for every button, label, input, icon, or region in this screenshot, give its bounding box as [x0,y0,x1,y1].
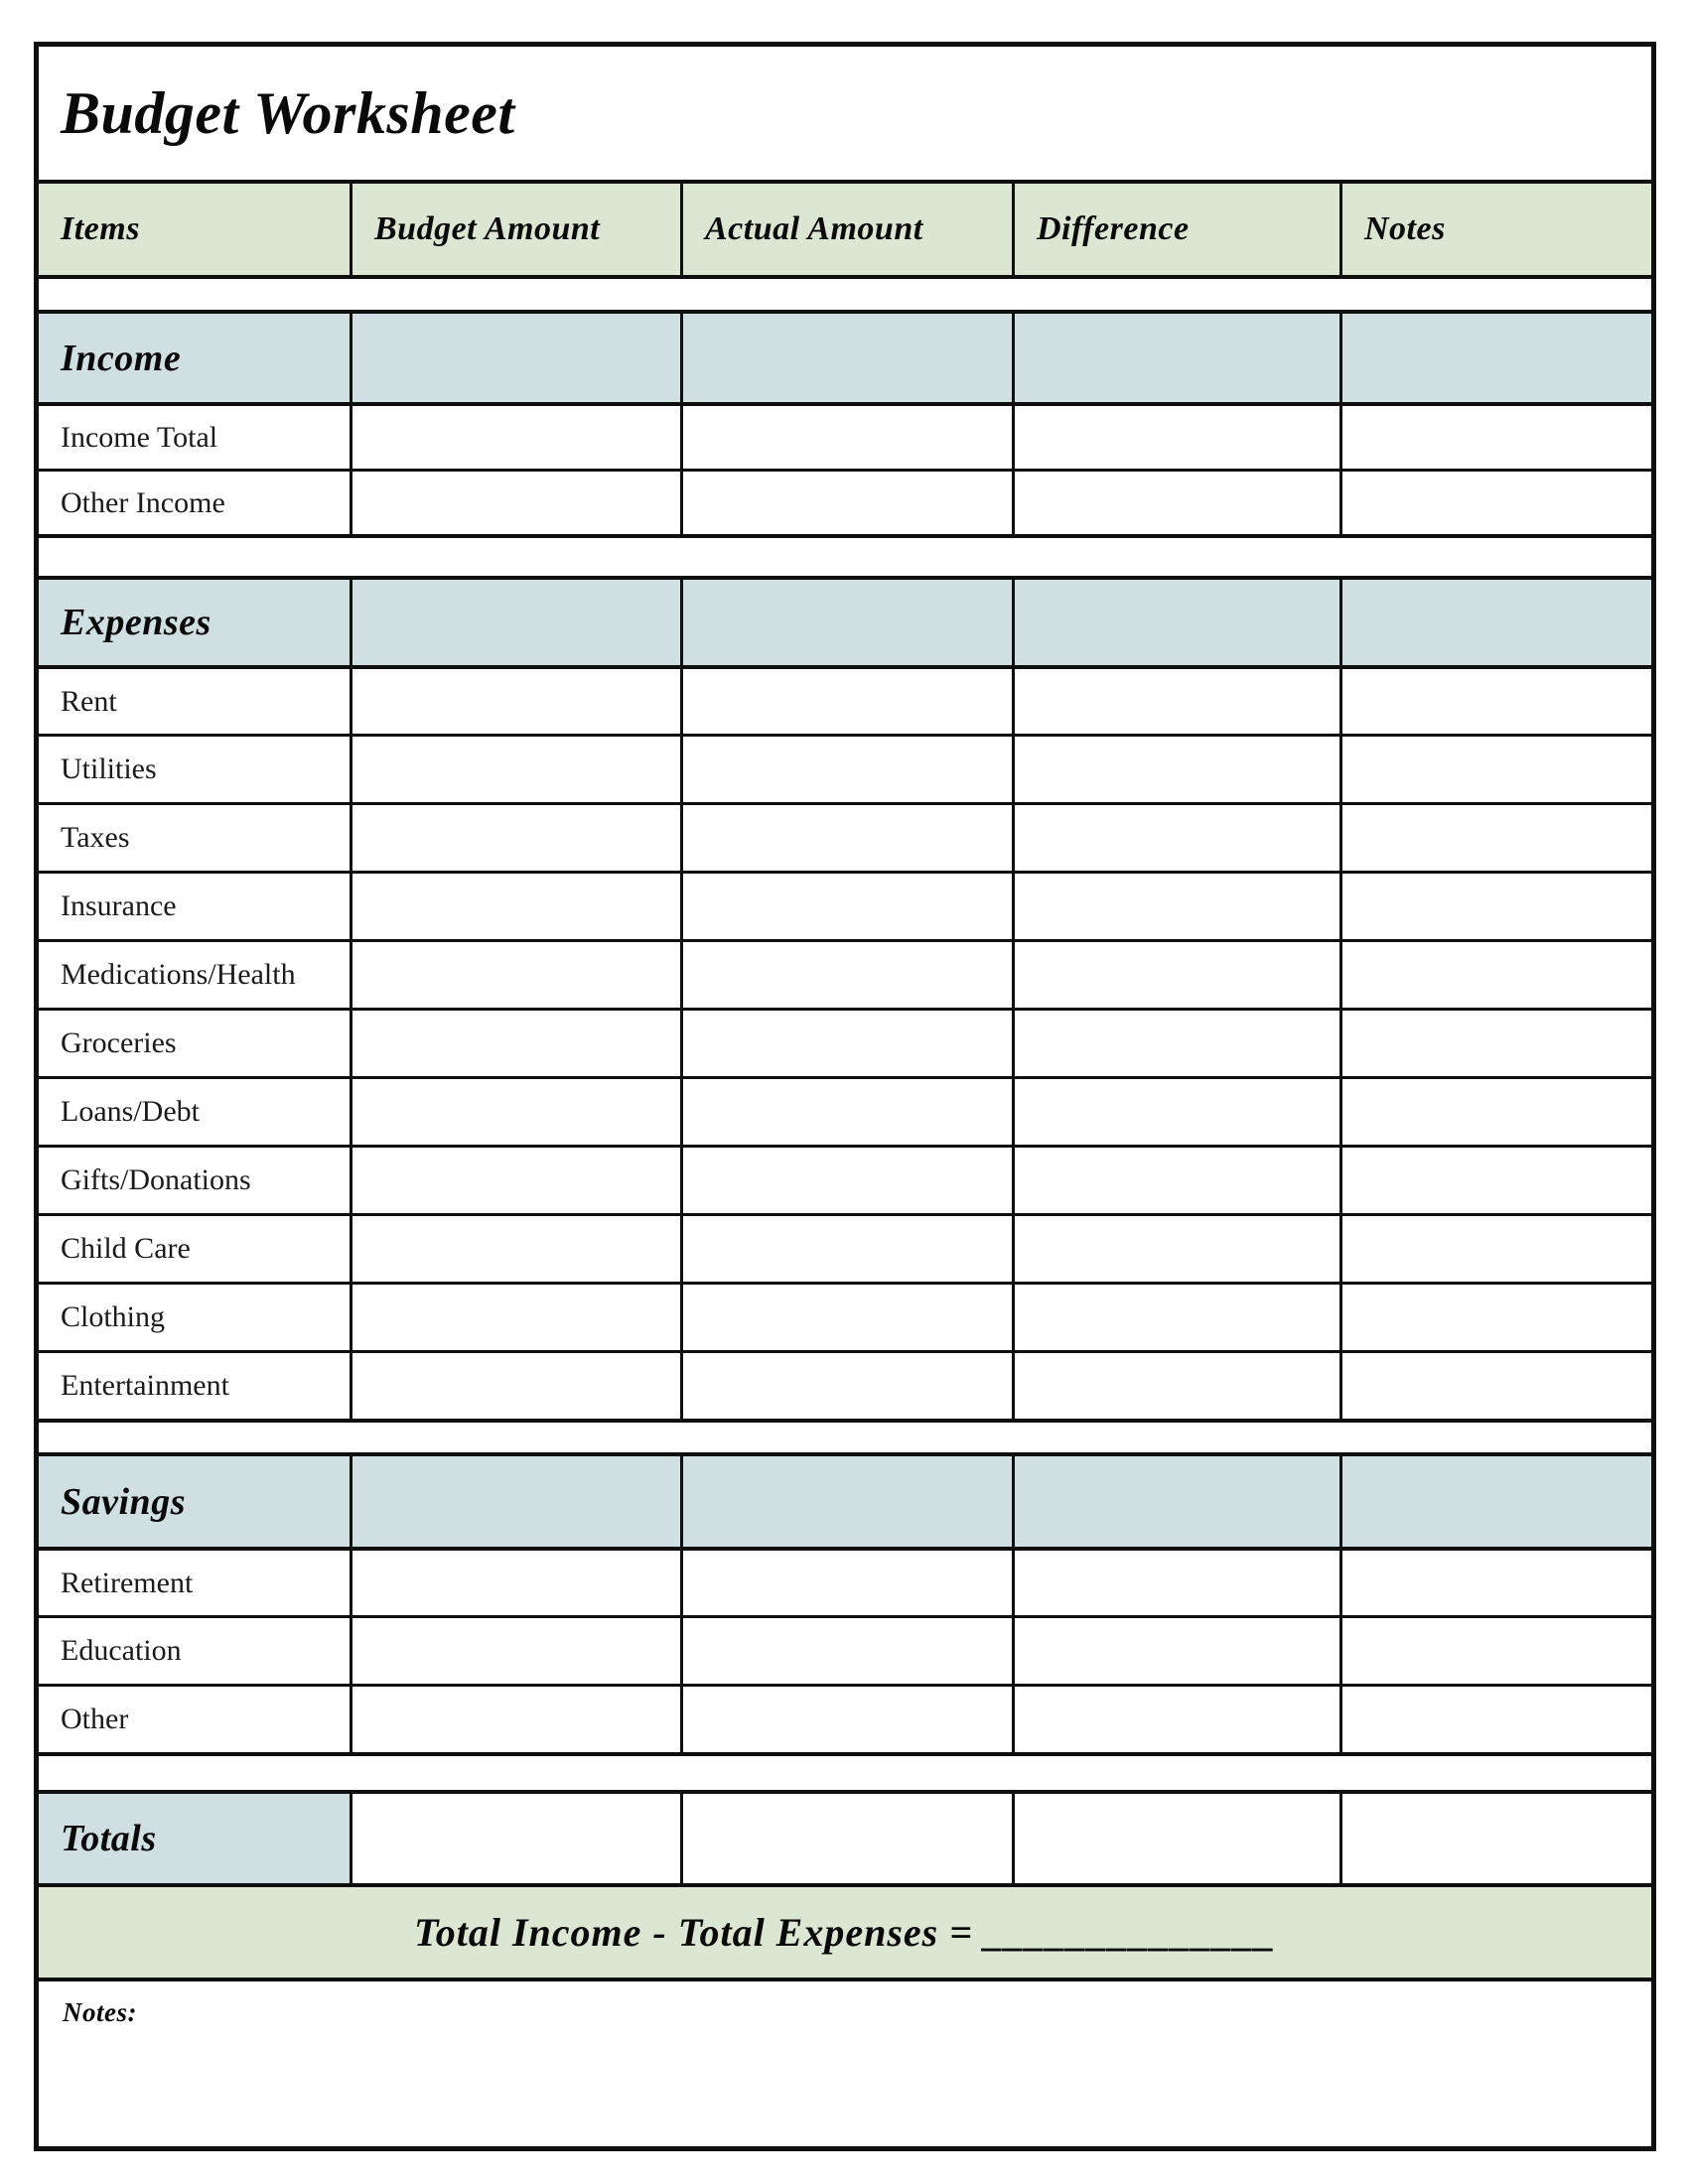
difference-cell [1012,1687,1339,1752]
difference-cell [1012,805,1339,871]
notes-cell [1339,1456,1651,1547]
difference-cell [1012,1551,1339,1615]
notes-cell [1339,580,1651,665]
notes-cell [1339,1011,1651,1076]
difference-cell [1012,669,1339,734]
table-row [39,1684,1651,1752]
actual-amount-cell [680,1285,1012,1350]
totals-row [39,1790,1651,1883]
row-label: Utilities [61,752,157,785]
actual-amount-cell [680,314,1012,402]
table-row [39,1547,1651,1615]
title-row [39,47,1651,180]
budget-amount-cell [350,1687,680,1752]
budget-amount-cell [350,805,680,871]
notes-cell [1339,942,1651,1008]
budget-amount-cell [350,669,680,734]
row-label: Loans/Debt [61,1095,200,1128]
notes-cell [1339,737,1651,802]
difference-cell [1012,580,1339,665]
budget-amount-cell [350,1148,680,1213]
actual-amount-cell [680,1551,1012,1615]
actual-amount-cell [680,472,1012,534]
actual-amount-cell [680,1618,1012,1684]
budget-amount-cell [350,942,680,1008]
table-row [39,1213,1651,1282]
table-row [39,469,1651,534]
actual-amount-cell [680,1011,1012,1076]
table-row [39,734,1651,802]
budget-amount-cell [350,1551,680,1615]
difference-cell [1012,737,1339,802]
budget-amount-cell [350,1618,680,1684]
row-label: Other [61,1703,129,1735]
row-label: Insurance [61,889,177,922]
budget-amount-cell [350,1794,680,1883]
actual-amount-cell [680,737,1012,802]
difference-cell [1012,1353,1339,1419]
notes-cell [1339,472,1651,534]
table-row [39,871,1651,939]
notes-cell [1339,406,1651,469]
notes-cell [1339,1148,1651,1213]
column-header-row [39,180,1651,275]
spacer-row [39,1419,1651,1452]
budget-amount-cell [350,406,680,469]
budget-amount-cell [350,737,680,802]
table-row [39,1008,1651,1076]
table-row [39,402,1651,469]
difference-cell [1012,1456,1339,1547]
notes-cell [1339,1687,1651,1752]
spacer-row [39,1752,1651,1790]
row-label: Taxes [61,821,130,854]
spacer-row [39,534,1651,576]
page-title: Budget Worksheet [61,79,515,146]
actual-amount-cell [680,406,1012,469]
section-label: Expenses [61,602,211,643]
summary-formula: Total Income - Total Expenses = ______________ [413,1910,1277,1955]
difference-cell [1012,1216,1339,1282]
notes-area [39,1978,1651,2146]
budget-amount-cell [350,1353,680,1419]
difference-cell [1012,1618,1339,1684]
column-header-items: Items [61,210,140,247]
difference-cell [1012,1794,1339,1883]
notes-cell [1339,874,1651,939]
row-label: Retirement [61,1566,194,1599]
row-label: Rent [61,684,117,718]
row-label: Gifts/Donations [61,1163,251,1196]
difference-cell [1012,1285,1339,1350]
row-label: Medications/Health [61,958,296,991]
actual-amount-cell [680,580,1012,665]
budget-amount-cell [350,1285,680,1350]
actual-amount-cell [680,1456,1012,1547]
column-header-budget-amount: Budget Amount [350,184,680,275]
row-label: Income Total [61,420,218,454]
budget-amount-cell [350,580,680,665]
difference-cell [1012,1079,1339,1145]
section-label: Income [61,337,182,379]
notes-cell [1339,805,1651,871]
difference-cell [1012,942,1339,1008]
table-row [39,1145,1651,1213]
actual-amount-cell [680,874,1012,939]
budget-amount-cell [350,1216,680,1282]
budget-worksheet [34,42,1656,2151]
notes-cell [1339,1079,1651,1145]
actual-amount-cell [680,1353,1012,1419]
table-row [39,802,1651,871]
actual-amount-cell [680,1216,1012,1282]
summary-row [39,1883,1651,1978]
difference-cell [1012,1011,1339,1076]
actual-amount-cell [680,1079,1012,1145]
table-row [39,939,1651,1008]
table-row [39,1282,1651,1350]
actual-amount-cell [680,805,1012,871]
difference-cell [1012,1148,1339,1213]
table-row [39,1076,1651,1145]
budget-amount-cell [350,314,680,402]
difference-cell [1012,874,1339,939]
notes-cell [1339,1794,1651,1883]
table-row [39,1350,1651,1419]
difference-cell [1012,406,1339,469]
notes-cell [1339,1551,1651,1615]
notes-cell [1339,669,1651,734]
section-header-income [39,310,1651,402]
row-label: Education [61,1634,182,1667]
difference-cell [1012,314,1339,402]
row-label: Child Care [61,1232,191,1265]
budget-amount-cell [350,472,680,534]
actual-amount-cell [680,1148,1012,1213]
column-header-difference: Difference [1012,184,1339,275]
actual-amount-cell [680,1687,1012,1752]
section-header-expenses [39,576,1651,665]
actual-amount-cell [680,942,1012,1008]
budget-amount-cell [350,1011,680,1076]
difference-cell [1012,472,1339,534]
column-header-notes: Notes [1339,184,1651,275]
actual-amount-cell [680,1794,1012,1883]
table-row [39,1615,1651,1684]
budget-amount-cell [350,874,680,939]
column-header-actual-amount: Actual Amount [680,184,1012,275]
row-label: Entertainment [61,1369,229,1402]
totals-label: Totals [39,1794,350,1883]
spacer-row [39,275,1651,310]
row-label: Clothing [61,1300,166,1333]
row-label: Other Income [61,485,225,519]
section-header-savings [39,1452,1651,1547]
notes-cell [1339,1285,1651,1350]
row-label: Groceries [61,1026,177,1059]
notes-cell [1339,314,1651,402]
table-row [39,665,1651,734]
notes-label: Notes: [63,1997,137,2027]
section-label: Savings [61,1480,186,1523]
notes-cell [1339,1216,1651,1282]
actual-amount-cell [680,669,1012,734]
notes-cell [1339,1353,1651,1419]
budget-amount-cell [350,1456,680,1547]
notes-cell [1339,1618,1651,1684]
budget-amount-cell [350,1079,680,1145]
